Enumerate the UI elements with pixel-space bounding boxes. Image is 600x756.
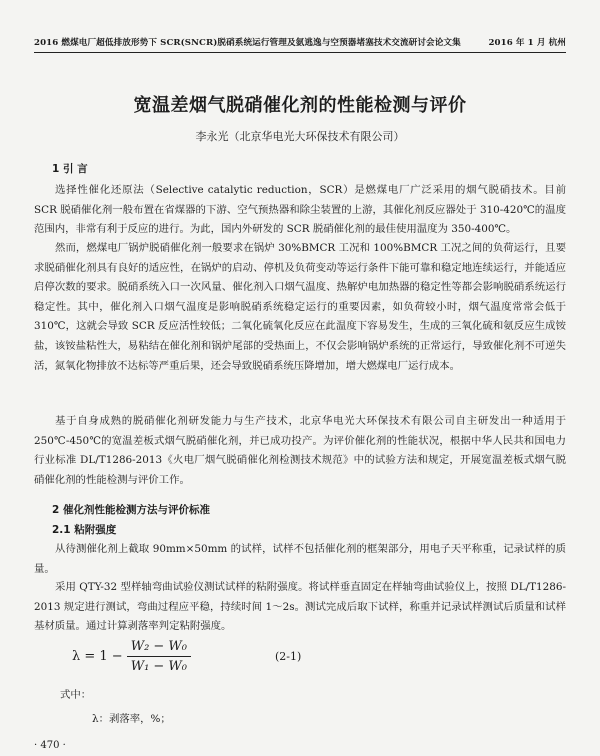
where-label: 式中： [60,689,92,701]
paper-title: 宽温差烟气脱硝催化剂的性能检测与评价 [133,95,467,116]
equation-number: (2-1) [275,649,302,663]
equation-2-1 [72,634,301,678]
running-header-left: 2016 燃煤电厂超低排放形势下 SCR(SNCR)脱硝系统运行管理及氨逃逸与空预器堵塞技术交流研讨会论文集 [34,38,461,48]
section-2-heading: 2 催化剂性能检测方法与评价标准 [52,504,210,516]
author-line: 李永光（北京华电光大环保技术有限公司） [195,130,405,143]
page-number: · 470 · [34,740,66,751]
running-header [34,36,566,48]
equation-lhs: λ = 1 − [72,648,123,664]
equation-fraction [127,639,191,674]
equation-denominator: W₁ − W₀ [130,658,188,674]
paragraph-adhesion-2: 采用 QTY-32 型样轴弯曲试验仪测试试样的粘附强度。将试样垂直固定在样轴弯曲试验仪上，按照 DL/T1286-2013 规定进行测试，弯曲过程应平稳，持续时间 1～2s。测试完成后取下试样，称重并记录试样测试后质量和试样基材质量。通过计算剥落率判定粘附强度。 [34,581,566,633]
running-header-right: 2016 年 1 月 杭州 [488,38,566,48]
paragraph-intro-2: 然而，燃煤电厂锅炉脱硝催化剂一般要求在锅炉 30%BMCR 工况和 100%BMCR 工况之间的负荷运行，且要求脱硝催化剂具有良好的适应性，在锅炉的启动、停机及负荷变动等运行条件下能可靠和稳定地连续运行，并能适应启停次数的要求。脱硝系统入口一次风量、催化剂入口烟气温度、热解炉电加热器的稳定性等都会影响脱硝系统运行稳定性。其中，催化剂入口烟气温度是影响脱硝系统稳定运行的重要因素，如负荷较小时，烟气温度常常会低于 310℃，这就会导致 SCR 反应活性较低；二氧化硫氧化反应在此温度下容易发生，生成的三氧化硫和氨反应生成铵盐，该铵盐粘性大，易粘结在催化剂和锅炉尾部的受热面上，不仅会影响锅炉系统的正常运行，导致催化剂不可逆失活，氮氧化物排放不达标等严重后果，还会导致脱硝系统压降增加，增大燃煤电厂运行成本。 [34,242,566,372]
section-1-heading: 1 引 言 [52,163,88,175]
subsection-2-1-heading: 2.1 粘附强度 [52,524,117,536]
paragraph-intro-1: 选择性催化还原法（Selective catalytic reduction，SCR）是燃煤电厂广泛采用的烟气脱硝技术。目前 SCR 脱硝催化剂一般布置在省煤器的下游、空气预热器和除尘装置的上游，其催化剂反应器处于 310-420℃的温度范围内，非常有利于反应的进行。为此，国内外研发的 SCR 脱硝催化剂的最佳使用温度为 350-400℃。 [34,184,566,236]
paragraph-intro-3: 基于自身成熟的脱硝催化剂研发能力与生产技术，北京华电光大环保技术有限公司自主研发出一种适用于 250℃-450℃的宽温差板式烟气脱硝催化剂，并已成功投产。为评价催化剂的性能状况，根据中华人民共和国电力行业标准 DL/T1286-2013《火电厂烟气脱硝催化剂检测技术规范》中的试验方法和规定，开展宽温差板式烟气脱硝催化剂的性能检测与评价工作。 [34,415,566,486]
paragraph-adhesion-1: 从待测催化剂上截取 90mm×50mm 的试样，试样不包括催化剂的框架部分，用电子天平称重，记录试样的质量。 [34,543,566,575]
lambda-definition: λ：剥落率，%； [92,713,171,725]
header-rule [34,52,566,53]
equation-numerator: W₂ − W₀ [127,639,191,657]
